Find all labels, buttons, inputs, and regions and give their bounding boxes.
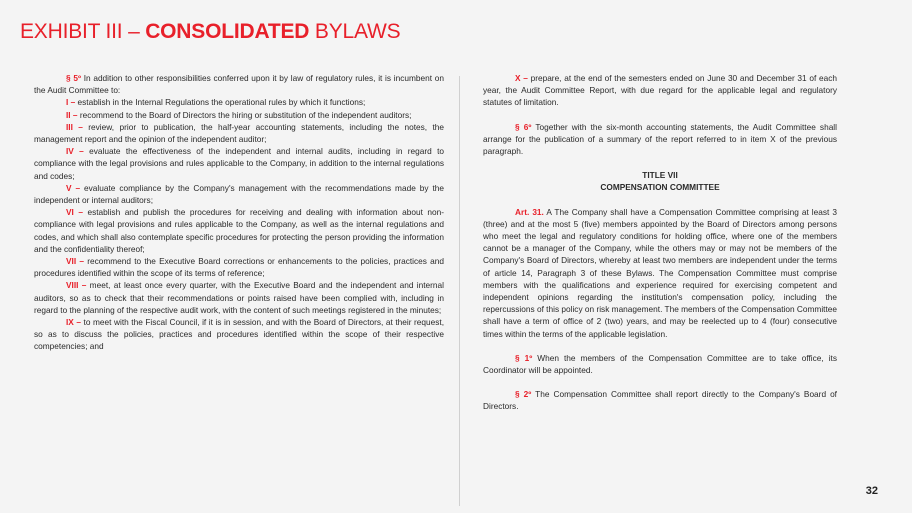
item-vii — [34, 255, 444, 279]
paragraph-6 — [483, 121, 837, 158]
item-text: recommend to the Executive Board corrections or enhancements to the policies, practices and procedures identified within the scope of its terms of reference; — [34, 256, 444, 279]
item-v — [34, 182, 444, 206]
item-i — [34, 96, 444, 108]
item-label: VIII – — [66, 280, 87, 291]
item-text: evaluate the effectiveness of the independent and internal audits, including in regard to compliance with the legal provisions and rules applicable to the Company, in addition to the internal regulations and codes; — [34, 146, 445, 181]
item-ix — [34, 316, 444, 353]
item-text: prepare, at the end of the semesters ended on June 30 and December 31 of each year, the Audit Committee Report, with due regard for the applicable legal and regulatory statutes of limitation. — [483, 73, 837, 108]
item-label: II – — [66, 109, 78, 120]
item-text: Together with the six-month accounting statements, the Audit Committee shall arrange for the publication of a summary of the report referred to in item X of the previous paragraph. — [483, 121, 837, 157]
item-label: § 5º — [66, 73, 81, 83]
item-vi — [34, 206, 444, 255]
item-label: IX – — [66, 317, 81, 328]
item-label: Art. 31. — [515, 206, 544, 217]
item-label: X – — [515, 73, 528, 83]
item-x — [483, 72, 837, 109]
item-text: When the members of the Compensation Committee are to take office, its Coordinator will be appointed. — [483, 352, 837, 376]
title-emphasis: CONSOLIDATED — [145, 20, 310, 43]
article-31 — [483, 206, 837, 340]
item-iii — [34, 121, 444, 145]
item-ii — [34, 109, 444, 121]
item-label: VII – — [66, 256, 84, 267]
page-number: 32 — [865, 485, 878, 497]
item-label: I – — [66, 97, 76, 108]
item-label: § 1º — [515, 352, 533, 363]
item-label: § 6º — [515, 121, 532, 132]
item-text: to meet with the Fiscal Council, if it is in session, and with the Board of Directors, at their request, so as to discuss the policies, practices and procedures identified within the scope of their respective competencies; and — [34, 317, 444, 352]
left-column — [34, 72, 444, 353]
item-text: meet, at least once every quarter, with the Executive Board and the independent and internal auditors, so as to check that their recommendations or points raised have been complied with, including in regard to the planning of the respective audit work, with the content of such meetings registered in the minutes; — [34, 280, 444, 315]
item-text: In addition to other responsibilities conferred upon it by law of regulatory rules, it is incumbent on the Audit Committee to: — [34, 73, 444, 96]
section-title: TITLE VII — [642, 170, 678, 181]
item-label: V – — [66, 182, 81, 193]
item-viii — [34, 279, 444, 316]
item-label: IV – — [66, 146, 84, 157]
item-text: recommend to the Board of Directors the hiring or substitution of the independent auditors; — [77, 109, 412, 120]
title-suffix: BYLAWS — [314, 20, 401, 43]
item-label: VI – — [66, 207, 83, 218]
column-divider — [459, 76, 460, 506]
paragraph-5 — [34, 72, 444, 96]
paragraph-2 — [483, 388, 837, 412]
item-label: § 2º — [515, 389, 532, 400]
page-title — [20, 20, 400, 44]
section-subtitle: COMPENSATION COMMITTEE — [600, 182, 720, 193]
item-text: review, prior to publication, the half-year accounting statements, including the notes, the management report and the opinion of the independent auditor; — [34, 121, 444, 145]
item-text: establish and publish the procedures for receiving and dealing with information about non-compliance with legal provisions and rules applicable to the Company, as well as the internal regulations and codes, and which shall also contemplate specific procedures for protecting the person providing the information and the confidentiality thereof; — [34, 207, 444, 254]
item-label: III – — [66, 121, 83, 132]
paragraph-1 — [483, 352, 837, 376]
title-prefix: EXHIBIT III – — [20, 20, 140, 43]
item-text: evaluate compliance by the Company's management with the recommendations made by the independent or internal auditors; — [34, 182, 444, 206]
item-text: A The Company shall have a Compensation Committee comprising at least 3 (three) and at the most 5 (five) members appointed by the Board of Directors among persons who meet the legal and regulatory conditions for holding office, where one of the members cannot be a manager of the Company, while the others may or may not be members of the Company's Board of Directors, whereby at least two members are independent under the terms of article 14, Paragraph 3 of these Bylaws. The Compensation Committee must comprise members with the qualifications and experience required for exercising competent and independent opinions regarding the institution's compensation policy, including the repercussions of this policy on risk management. The members of the Compensation Committee shall have a term of office of 2 (two) years, and may be reelected up to 4 (four) consecutive times within the terms of the applicable legislation. — [483, 206, 838, 339]
item-text: The Compensation Committee shall report directly to the Company's Board of Directors. — [483, 389, 837, 412]
item-text: establish in the Internal Regulations the operational rules by which it functions; — [75, 97, 366, 108]
right-column — [483, 72, 837, 413]
item-iv — [34, 145, 444, 182]
